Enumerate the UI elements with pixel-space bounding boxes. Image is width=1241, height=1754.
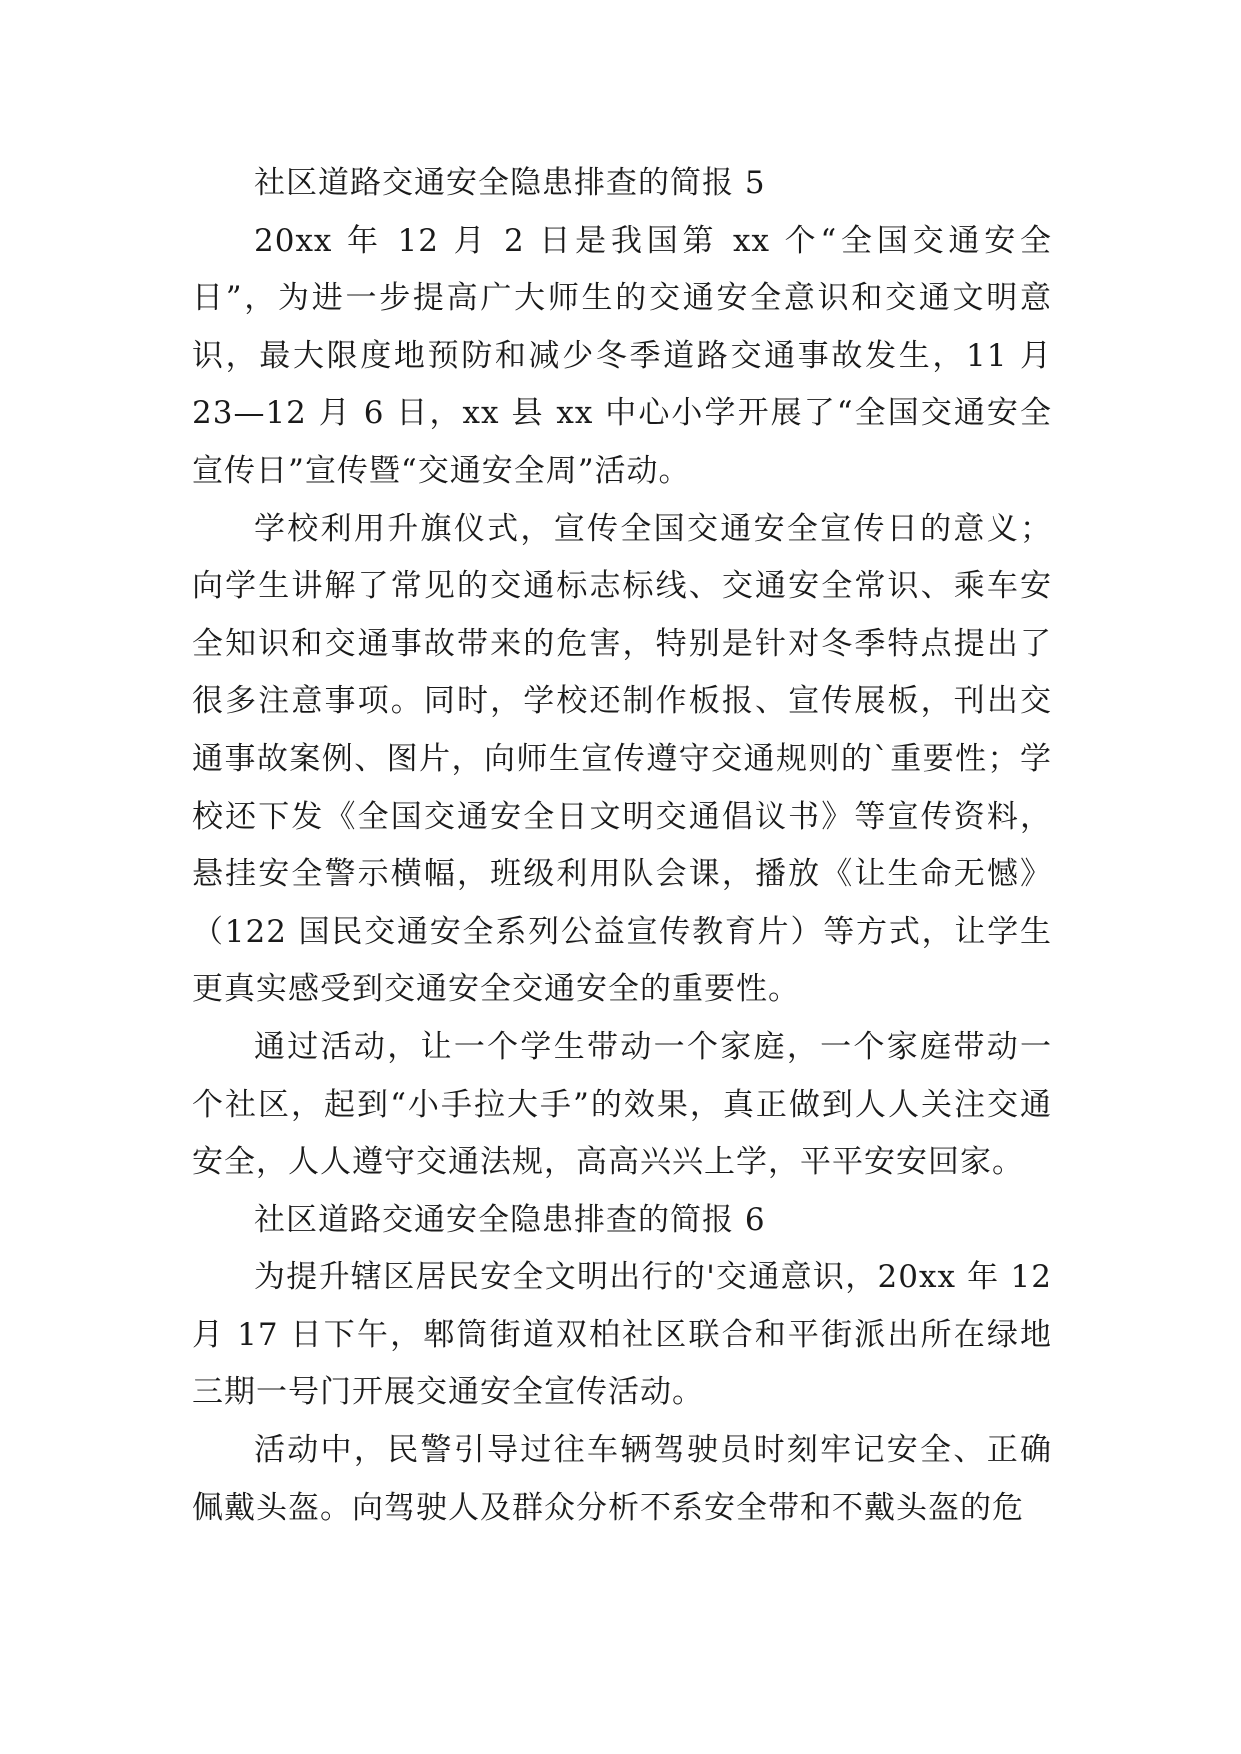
paragraph: 为提升辖区居民安全文明出行的'交通意识，20xx 年 12 月 17 日下午，郫筒街道双柏社区联合和平街派出所在绿地三期一号门开展交通安全宣传活动。: [192, 1259, 1052, 1411]
document-body: [192, 155, 1052, 1537]
paragraph: 通过活动，让一个学生带动一个家庭，一个家庭带动一个社区，起到“小手拉大手”的效果，真正做到人人关注交通安全，人人遵守交通法规，高高兴兴上学，平平安安回家。: [192, 1028, 1052, 1181]
paragraph: 活动中，民警引导过往车辆驾驶员时刻牢记安全、正确佩戴头盔。向驾驶人及群众分析不系安全带和不戴头盔的危: [192, 1432, 1052, 1526]
paragraph: 学校利用升旗仪式，宣传全国交通安全宣传日的意义；向学生讲解了常见的交通标志标线、交通安全常识、乘车安全知识和交通事故带来的危害，特别是针对冬季特点提出了很多注意事项。同时，学校还制作板报、宣传展板，刊出交通事故案例、图片，向师生宣传遵守交通规则的`重要性；学校还下发《全国交通安全日文明交通倡议书》等宣传资料，悬挂安全警示横幅，班级利用队会课，播放《让生命无憾》（122 国民交通安全系列公益宣传教育片）等方式，让学生更真实感受到交通安全交通安全的重要性。: [192, 510, 1052, 1008]
paragraph: 20xx 年 12 月 2 日是我国第 xx 个“全国交通安全日”，为进一步提高广大师生的交通安全意识和交通文明意识，最大限度地预防和减少冬季道路交通事故发生，11 月 23—12 月 6 日，xx 县 xx 中心小学开展了“全国交通安全宣传日”宣传暨“交通安全周”活动。: [192, 222, 1052, 489]
section-heading-5: 社区道路交通安全隐患排查的简报 5: [254, 165, 766, 201]
section-heading-6: 社区道路交通安全隐患排查的简报 6: [254, 1201, 766, 1238]
